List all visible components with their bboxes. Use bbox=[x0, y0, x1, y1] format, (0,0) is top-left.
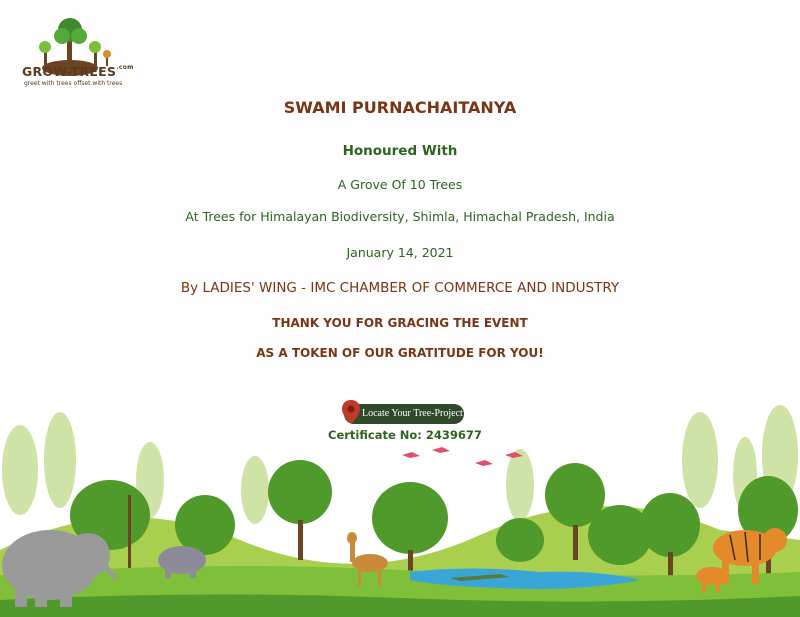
honoured-with: Honoured With bbox=[342, 143, 458, 159]
certificate-number: Certificate No: 2439677 bbox=[328, 428, 482, 442]
grove-size: A Grove Of 10 Trees bbox=[337, 177, 463, 192]
locate-button-label: Locate Your Tree-Project bbox=[362, 408, 463, 419]
gratitude-line: AS A TOKEN OF OUR GRATITUDE FOR YOU! bbox=[256, 346, 544, 360]
locate-tree-project-button[interactable] bbox=[344, 404, 464, 424]
thank-you-line: THANK YOU FOR GRACING THE EVENT bbox=[272, 316, 528, 330]
logo-brand: GROW-$TREES^{.com}$ bbox=[22, 64, 134, 79]
recipient-name: SWAMI PURNACHAITANYA bbox=[283, 98, 517, 117]
logo-suffix: .com bbox=[116, 64, 134, 71]
gifted-by: By LADIES' WING - IMC CHAMBER OF COMMERCE AND INDUSTRY bbox=[180, 280, 620, 296]
certificate-date: January 14, 2021 bbox=[346, 245, 454, 260]
logo-tagline: greet with trees offset with trees bbox=[24, 80, 123, 87]
project-location: At Trees for Himalayan Biodiversity, Shimla, Himachal Pradesh, India bbox=[185, 209, 615, 224]
map-pin-icon bbox=[341, 399, 361, 425]
